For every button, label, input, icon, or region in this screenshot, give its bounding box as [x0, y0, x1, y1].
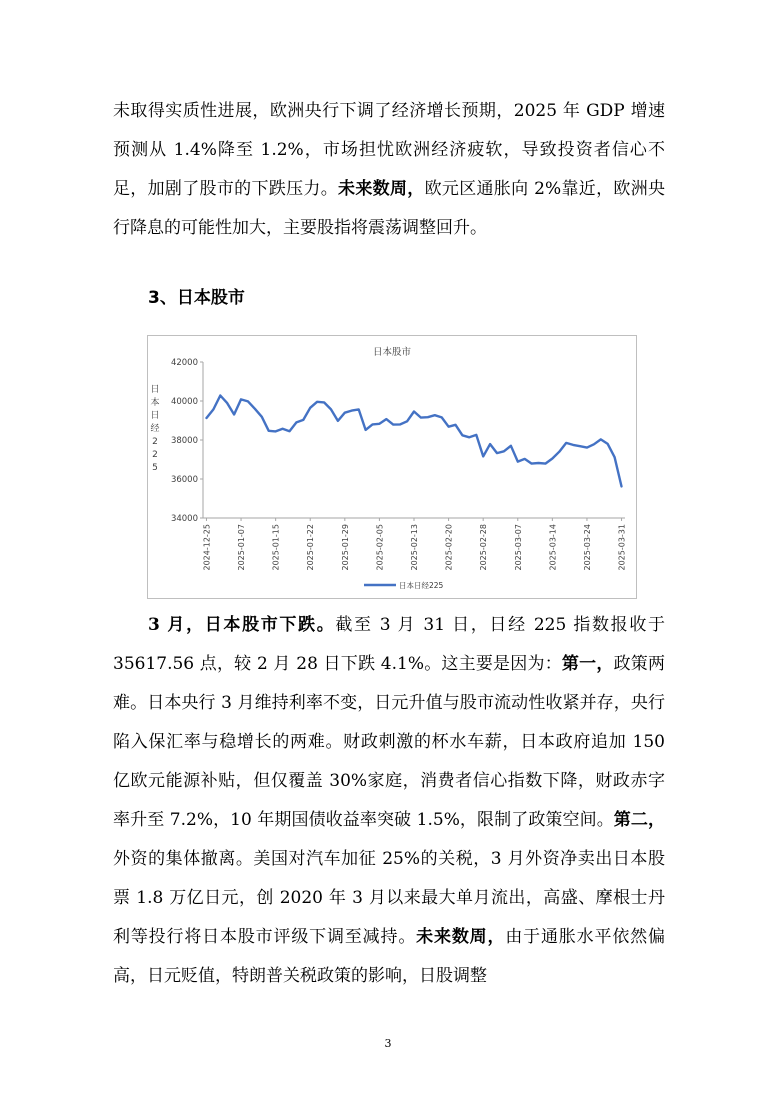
y-axis-label-char: 5 [152, 463, 158, 473]
y-axis-label-char: 日 [150, 385, 160, 395]
y-tick-label: 42000 [170, 358, 198, 368]
x-tick-label: 2025-03-14 [548, 524, 558, 571]
x-tick-label: 2025-02-28 [479, 524, 489, 571]
x-tick-label: 2025-02-13 [410, 524, 419, 571]
bold-phrase-outlook: 未来数周， [338, 179, 425, 199]
y-tick-label: 38000 [170, 436, 198, 446]
x-tick-label: 2025-01-29 [340, 524, 350, 571]
y-tick-label: 34000 [170, 514, 198, 524]
section-heading: 3、日本股市 [148, 288, 245, 308]
legend [364, 580, 444, 590]
y-tick-label: 36000 [170, 475, 198, 485]
paragraph-text: 截至 3 月 31 日，日经 225 指数报收于 35617.56 点，较 2 月 28 日下跌 4.1%。这主要是因为： [113, 615, 665, 674]
y-axis-label-char: 经 [150, 424, 160, 434]
x-axis-ticks [202, 518, 626, 571]
paragraph-text: 欧元区通胀向 2%靠近，欧洲央行降息的可能性加大，主要股指将震荡调整回升。 [113, 179, 666, 238]
y-axis-label [150, 384, 159, 473]
bold-phrase-outlook: 未来数周， [416, 927, 506, 947]
bold-phrase-first: 第一， [561, 654, 614, 674]
paragraph-text: 外资的集体撤离。美国对汽车加征 25%的关税，3 月外资净卖出日本股票 1.8 万亿日元，创 2020 年 3 月以来最大单月流出，高盛、摩根士丹利等投行将日本股市评级下调至减持。 [113, 849, 665, 947]
x-tick-label: 2025-03-07 [513, 524, 523, 571]
x-tick-label: 2025-01-07 [237, 524, 247, 571]
bold-phrase-march: 3 月，日本股市下跌。 [148, 615, 336, 635]
x-tick-label: 2025-03-31 [617, 524, 627, 571]
paragraph-text: 政策两难。日本央行 3 月维持利率不变，日元升值与股市流动性收紧并存，央行陷入保汇率与稳增长的两难。财政刺激的杯水车薪，日本政府追加 150 亿欧元能源补贴，但仅覆盖 30%家庭，消费者信心指数下降，财政赤字率升至 7.2%，10 年期国债收益率突破 1.5%，限制了政策空间。 [113, 654, 666, 830]
y-tick-label: 40000 [170, 397, 198, 407]
y-axis-label-char: 本 [150, 398, 160, 408]
chart-frame [147, 335, 637, 599]
japan-stock-chart [148, 336, 636, 598]
y-axis-label-char: 2 [152, 437, 158, 447]
x-tick-label: 2025-02-20 [444, 524, 454, 571]
y-axis-label-char: 日 [150, 411, 160, 421]
series-line-nikkei225 [207, 396, 622, 487]
bold-phrase-second: 第二， [613, 810, 665, 830]
legend-label: 日本日经225 [399, 581, 444, 590]
chart-title: 日本股市 [372, 347, 412, 358]
x-tick-label: 2025-01-15 [271, 524, 281, 571]
x-tick-label: 2025-02-05 [375, 524, 385, 571]
x-tick-label: 2024-12-25 [202, 524, 212, 571]
paragraph-europe-outlook [113, 92, 665, 248]
paragraph-text: 由于通胀水平依然偏高，日元贬值，特朗普关税政策的影响，日股调整 [113, 927, 666, 986]
x-tick-label: 2025-03-24 [582, 524, 592, 571]
paragraph-text: 未取得实质性进展，欧洲央行下调了经济增长预期，2025 年 GDP 增速预测从 1.4%降至 1.2%，市场担忧欧洲经济疲软，导致投资者信心不足，加剧了股市的下跌压力。 [113, 101, 665, 199]
paragraph-japan-analysis [113, 606, 665, 996]
x-tick-label: 2025-01-22 [306, 524, 316, 571]
y-axis-ticks [171, 358, 203, 524]
y-axis-label-char: 2 [152, 450, 158, 460]
page-number: 3 [384, 1037, 392, 1050]
